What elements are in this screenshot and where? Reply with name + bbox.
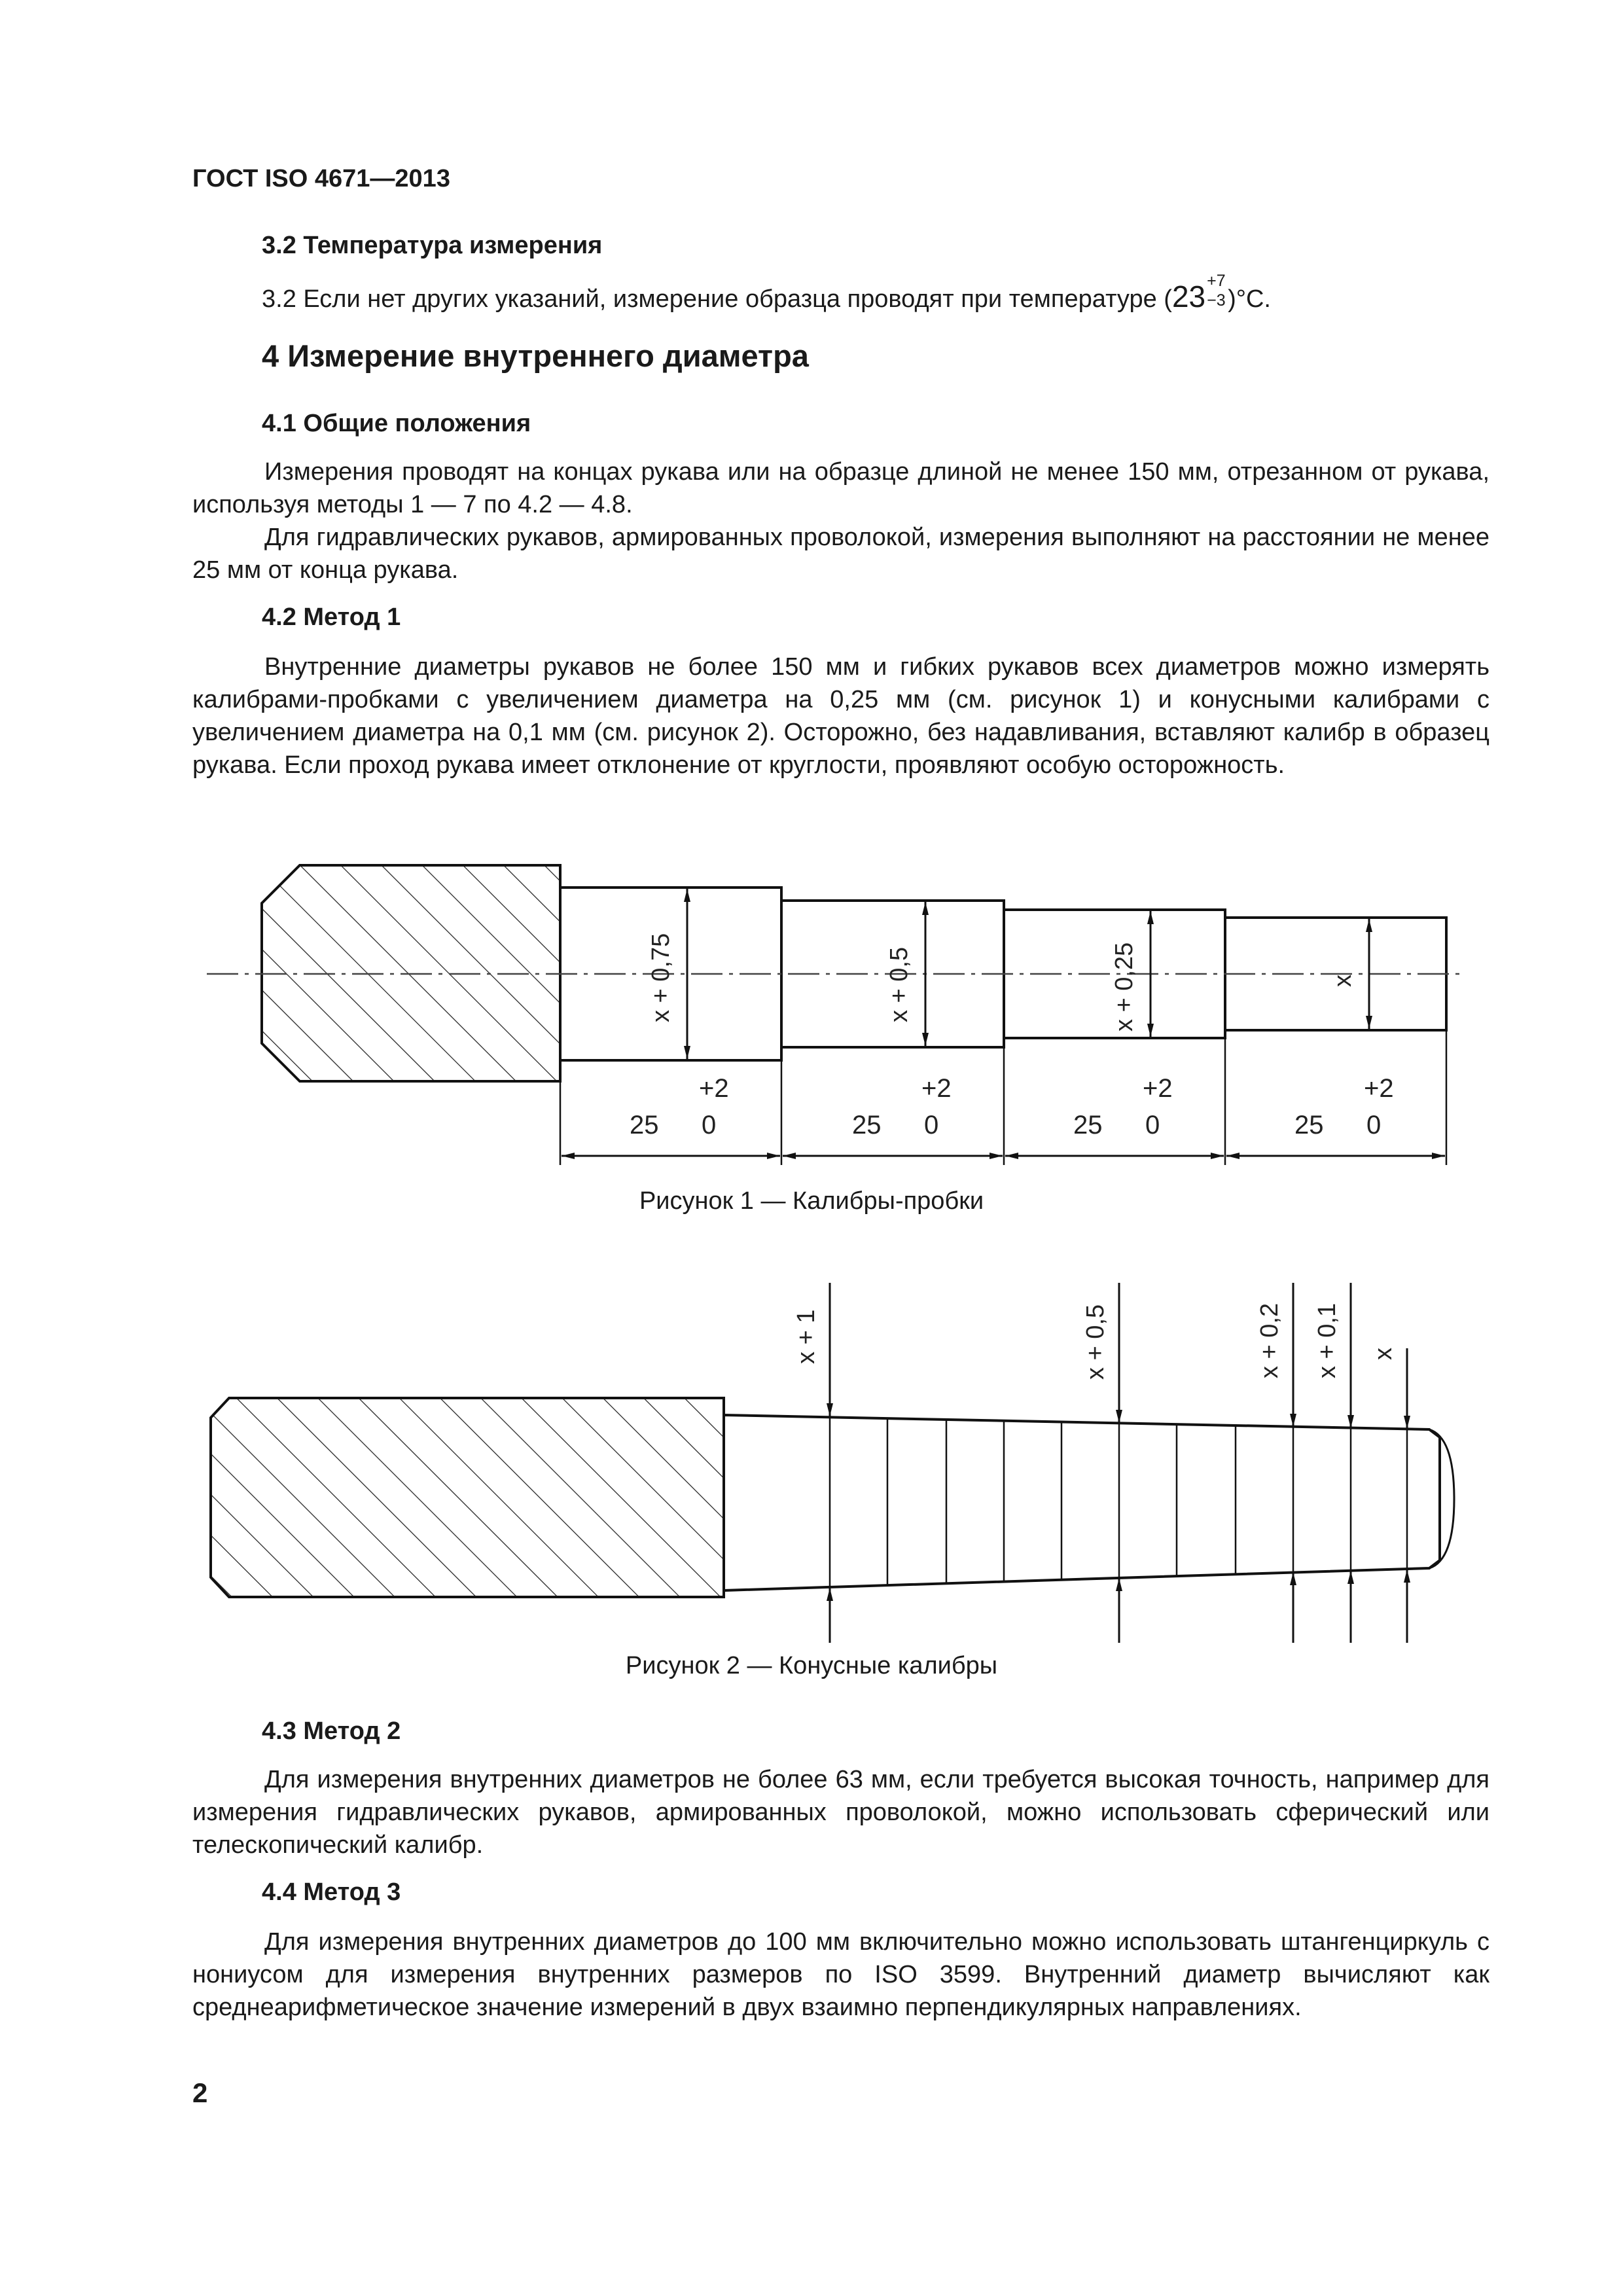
taper-label-3: x + 0,2 [1256,1302,1283,1378]
len-value-2: 25 [852,1111,882,1139]
temp-tol-lower: −3 [1207,291,1226,310]
len-tol-upper-4: +2 [1364,1074,1394,1103]
taper-handle [211,1398,724,1597]
len-tol-lower-1: 0 [702,1111,717,1139]
temp-text-after: )°С. [1228,285,1271,313]
paragraph-4-2: Внутренние диаметры рукавов не более 150 мм и гибких рукавов всех диаметров можно измерять калибрами-пробками с увеличением диаметра на 0,25 мм (см. рисунок 1) и конусными калибрами с увеличением диаметра на 0,1 мм (см. рисунок 2). Осторожно, без надавливания, вставляют калибр в образец рукава. Если проход рукава имеет отклонение от круглости, проявляют особую осторожность. [192,653,1489,779]
heading-section-4: 4 Измерение внутреннего диаметра [262,338,809,373]
paragraph-4-1-b: Для гидравлических рукавов, армированных проволокой, измерения выполняют на расстоянии не менее 25 мм от конца рукава. [192,524,1489,584]
len-value-4: 25 [1294,1111,1324,1139]
paragraph-4-4: Для измерения внутренних диаметров до 100 мм включительно можно использовать штангенциркуль с нониусом для измерения внутренних размеров по ISO 3599. Внутренний диаметр вычисляют как среднеарифметическое значение измерений в двух взаимно перпендикулярных направлениях. [192,1928,1489,2021]
heading-4-1: 4.1 Общие положения [262,410,531,437]
dim-label-1: x + 0,75 [647,933,675,1022]
heading-4-2: 4.2 Метод 1 [262,603,401,631]
paragraph-3-2 [262,272,1271,314]
taper-label-2: x + 0,5 [1082,1304,1109,1380]
taper-label-4: x + 0,1 [1313,1302,1341,1378]
temp-tol-upper: +7 [1207,272,1226,290]
dim-label-4: x [1329,975,1357,987]
taper-label-5: x [1370,1348,1397,1360]
len-value-1: 25 [630,1111,659,1139]
figure-1-plug-gauges [0,851,1623,1191]
figure-1-caption: Рисунок 1 — Калибры-пробки [639,1187,984,1215]
taper-body [724,1415,1440,1590]
dim-label-3: x + 0,25 [1111,942,1138,1031]
len-tol-lower-4: 0 [1366,1111,1382,1139]
len-tol-upper-1: +2 [699,1074,729,1103]
len-value-3: 25 [1073,1111,1103,1139]
paragraph-4-3: Для измерения внутренних диаметров не более 63 мм, если требуется высокая точность, например для измерения гидравлических рукавов, армированных проволокой, можно использовать сферический или телескопический калибр. [192,1766,1489,1859]
document-code: ГОСТ ISO 4671—2013 [192,165,450,192]
len-tol-lower-3: 0 [1145,1111,1160,1139]
heading-4-3: 4.3 Метод 2 [262,1717,401,1745]
taper-label-1: x + 1 [793,1309,820,1364]
paragraph-4-1-a: Измерения проводят на концах рукава или на образце длиной не менее 150 мм, отрезанном от рукава, используя методы 1 — 7 по 4.2 — 4.8. [192,458,1489,518]
figure-2-taper-gauges [0,1244,1623,1662]
temp-text-before: 3.2 Если нет других указаний, измерение образца проводят при температуре ( [262,285,1172,313]
dim-label-2: x + 0,5 [885,946,913,1022]
temp-base: 23 [1171,279,1206,314]
heading-3-2: 3.2 Температура измерения [262,232,603,259]
heading-4-4: 4.4 Метод 3 [262,1878,401,1906]
len-tol-lower-2: 0 [924,1111,939,1139]
len-tol-upper-3: +2 [1143,1074,1173,1103]
figure-2-caption: Рисунок 2 — Конусные калибры [625,1652,998,1679]
page-number: 2 [192,2077,208,2108]
len-tol-upper-2: +2 [921,1074,952,1103]
